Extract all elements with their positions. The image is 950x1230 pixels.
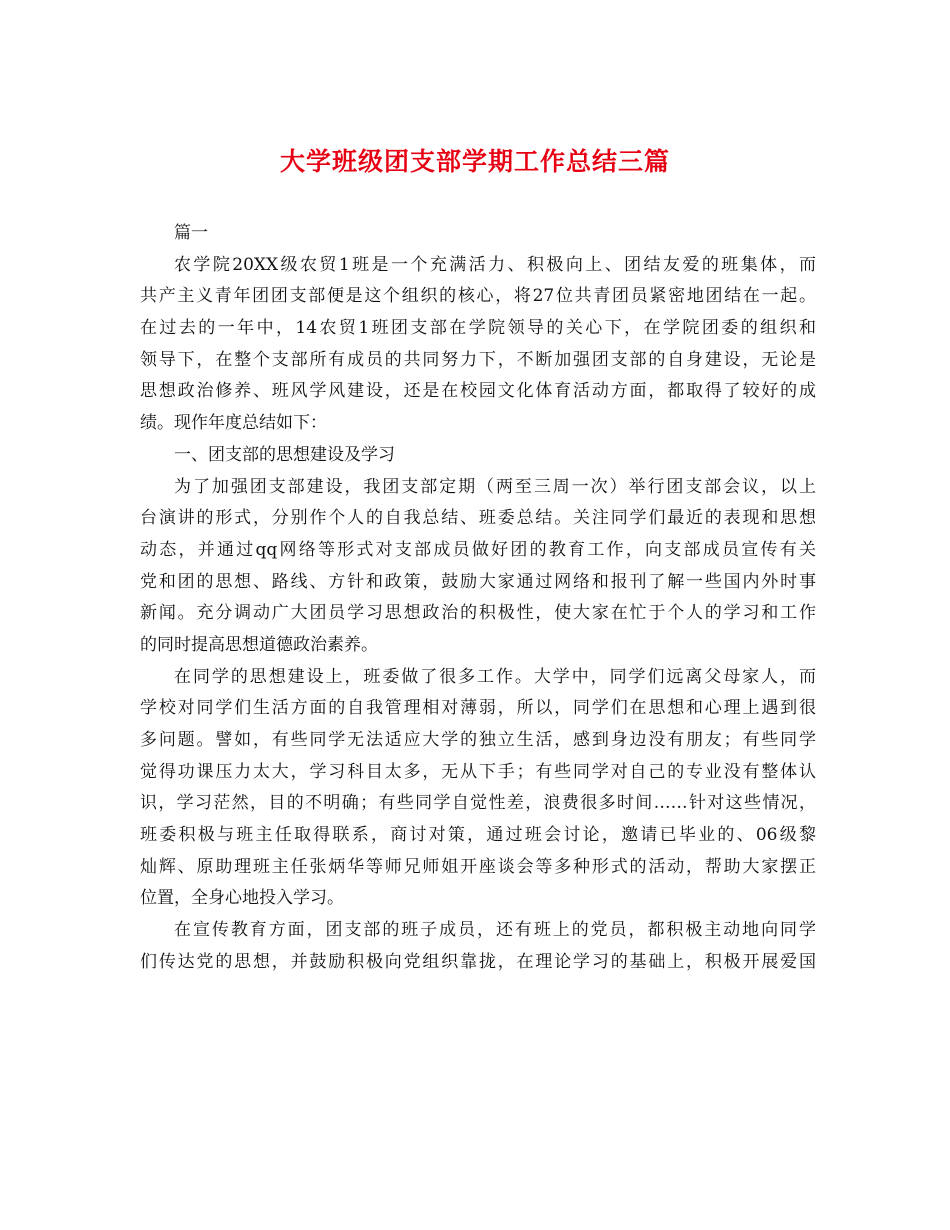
paragraph-line: 位置，全身心地投入学习。: [140, 888, 344, 909]
section-heading: 一、团支部的思想建设及学习: [174, 444, 395, 465]
paragraph-line: 多问题。譬如，有些同学无法适应大学的独立生活，感到身边没有朋友；有些同学: [140, 730, 816, 750]
paragraph-line: 共产主义青年团团支部便是这个组织的核心，将27位共青团员紧密地团结在一起。: [140, 286, 816, 307]
paragraph-line: 在过去的一年中，14农贸1班团支部在学院领导的关心下，在学院团委的组织和: [140, 318, 816, 339]
section-heading: 篇一: [174, 223, 208, 243]
paragraph-line: 台演讲的形式，分别作个人的自我总结、班委总结。关注同学们最近的表现和思想: [140, 508, 816, 529]
paragraph-line: 觉得功课压力太大，学习科目太多，无从下手；有些同学对自己的专业没有整体认: [140, 761, 816, 782]
paragraph-line: 识，学习茫然，目的不明确；有些同学自觉性差，浪费很多时间……针对这些情况，: [140, 793, 816, 814]
paragraph-line: 动态，并通过qq网络等形式对支部成员做好团的教育工作，向支部成员宣传有关: [140, 539, 816, 560]
paragraph-line: 学校对同学们生活方面的自我管理相对薄弱，所以，同学们在思想和心理上遇到很: [140, 698, 816, 719]
paragraph-line: 在同学的思想建设上，班委做了很多工作。大学中，同学们远离父母家人，而: [174, 666, 816, 687]
paragraph-line: 思想政治修养、班风学风建设，还是在校园文化体育活动方面，都取得了较好的成: [140, 381, 816, 402]
paragraph-line: 灿辉、原助理班主任张炳华等师兄师姐开座谈会等多种形式的活动，帮助大家摆正: [140, 856, 816, 877]
document-body: [140, 218, 816, 979]
paragraph-line: 领导下，在整个支部所有成员的共同努力下，不断加强团支部的自身建设，无论是: [140, 349, 816, 370]
paragraph-line: 为了加强团支部建设，我团支部定期（两至三周一次）举行团支部会议，以上: [174, 476, 816, 497]
paragraph-line: 的同时提高思想道德政治素养。: [140, 634, 378, 655]
paragraph-line: 班委积极与班主任取得联系，商讨对策，通过班会讨论，邀请已毕业的、06级黎: [140, 825, 816, 846]
paragraph-line: 党和团的思想、路线、方针和政策，鼓励大家通过网络和报刊了解一些国内外时事: [140, 571, 816, 592]
paragraph-line: 在宣传教育方面，团支部的班子成员，还有班上的党员，都积极主动地向同学: [174, 920, 816, 941]
paragraph-line: 新闻。充分调动广大团员学习思想政治的积极性，使大家在忙于个人的学习和工作: [140, 603, 816, 624]
document-title: 大学班级团支部学期工作总结三篇: [279, 147, 670, 176]
paragraph-line: 们传达党的思想，并鼓励积极向党组织靠拢，在理论学习的基础上，积极开展爱国: [140, 951, 816, 972]
paragraph-line: 绩。现作年度总结如下：: [140, 413, 327, 434]
paragraph-line: 农学院20XX级农贸1班是一个充满活力、积极向上、团结友爱的班集体，而: [174, 254, 816, 275]
